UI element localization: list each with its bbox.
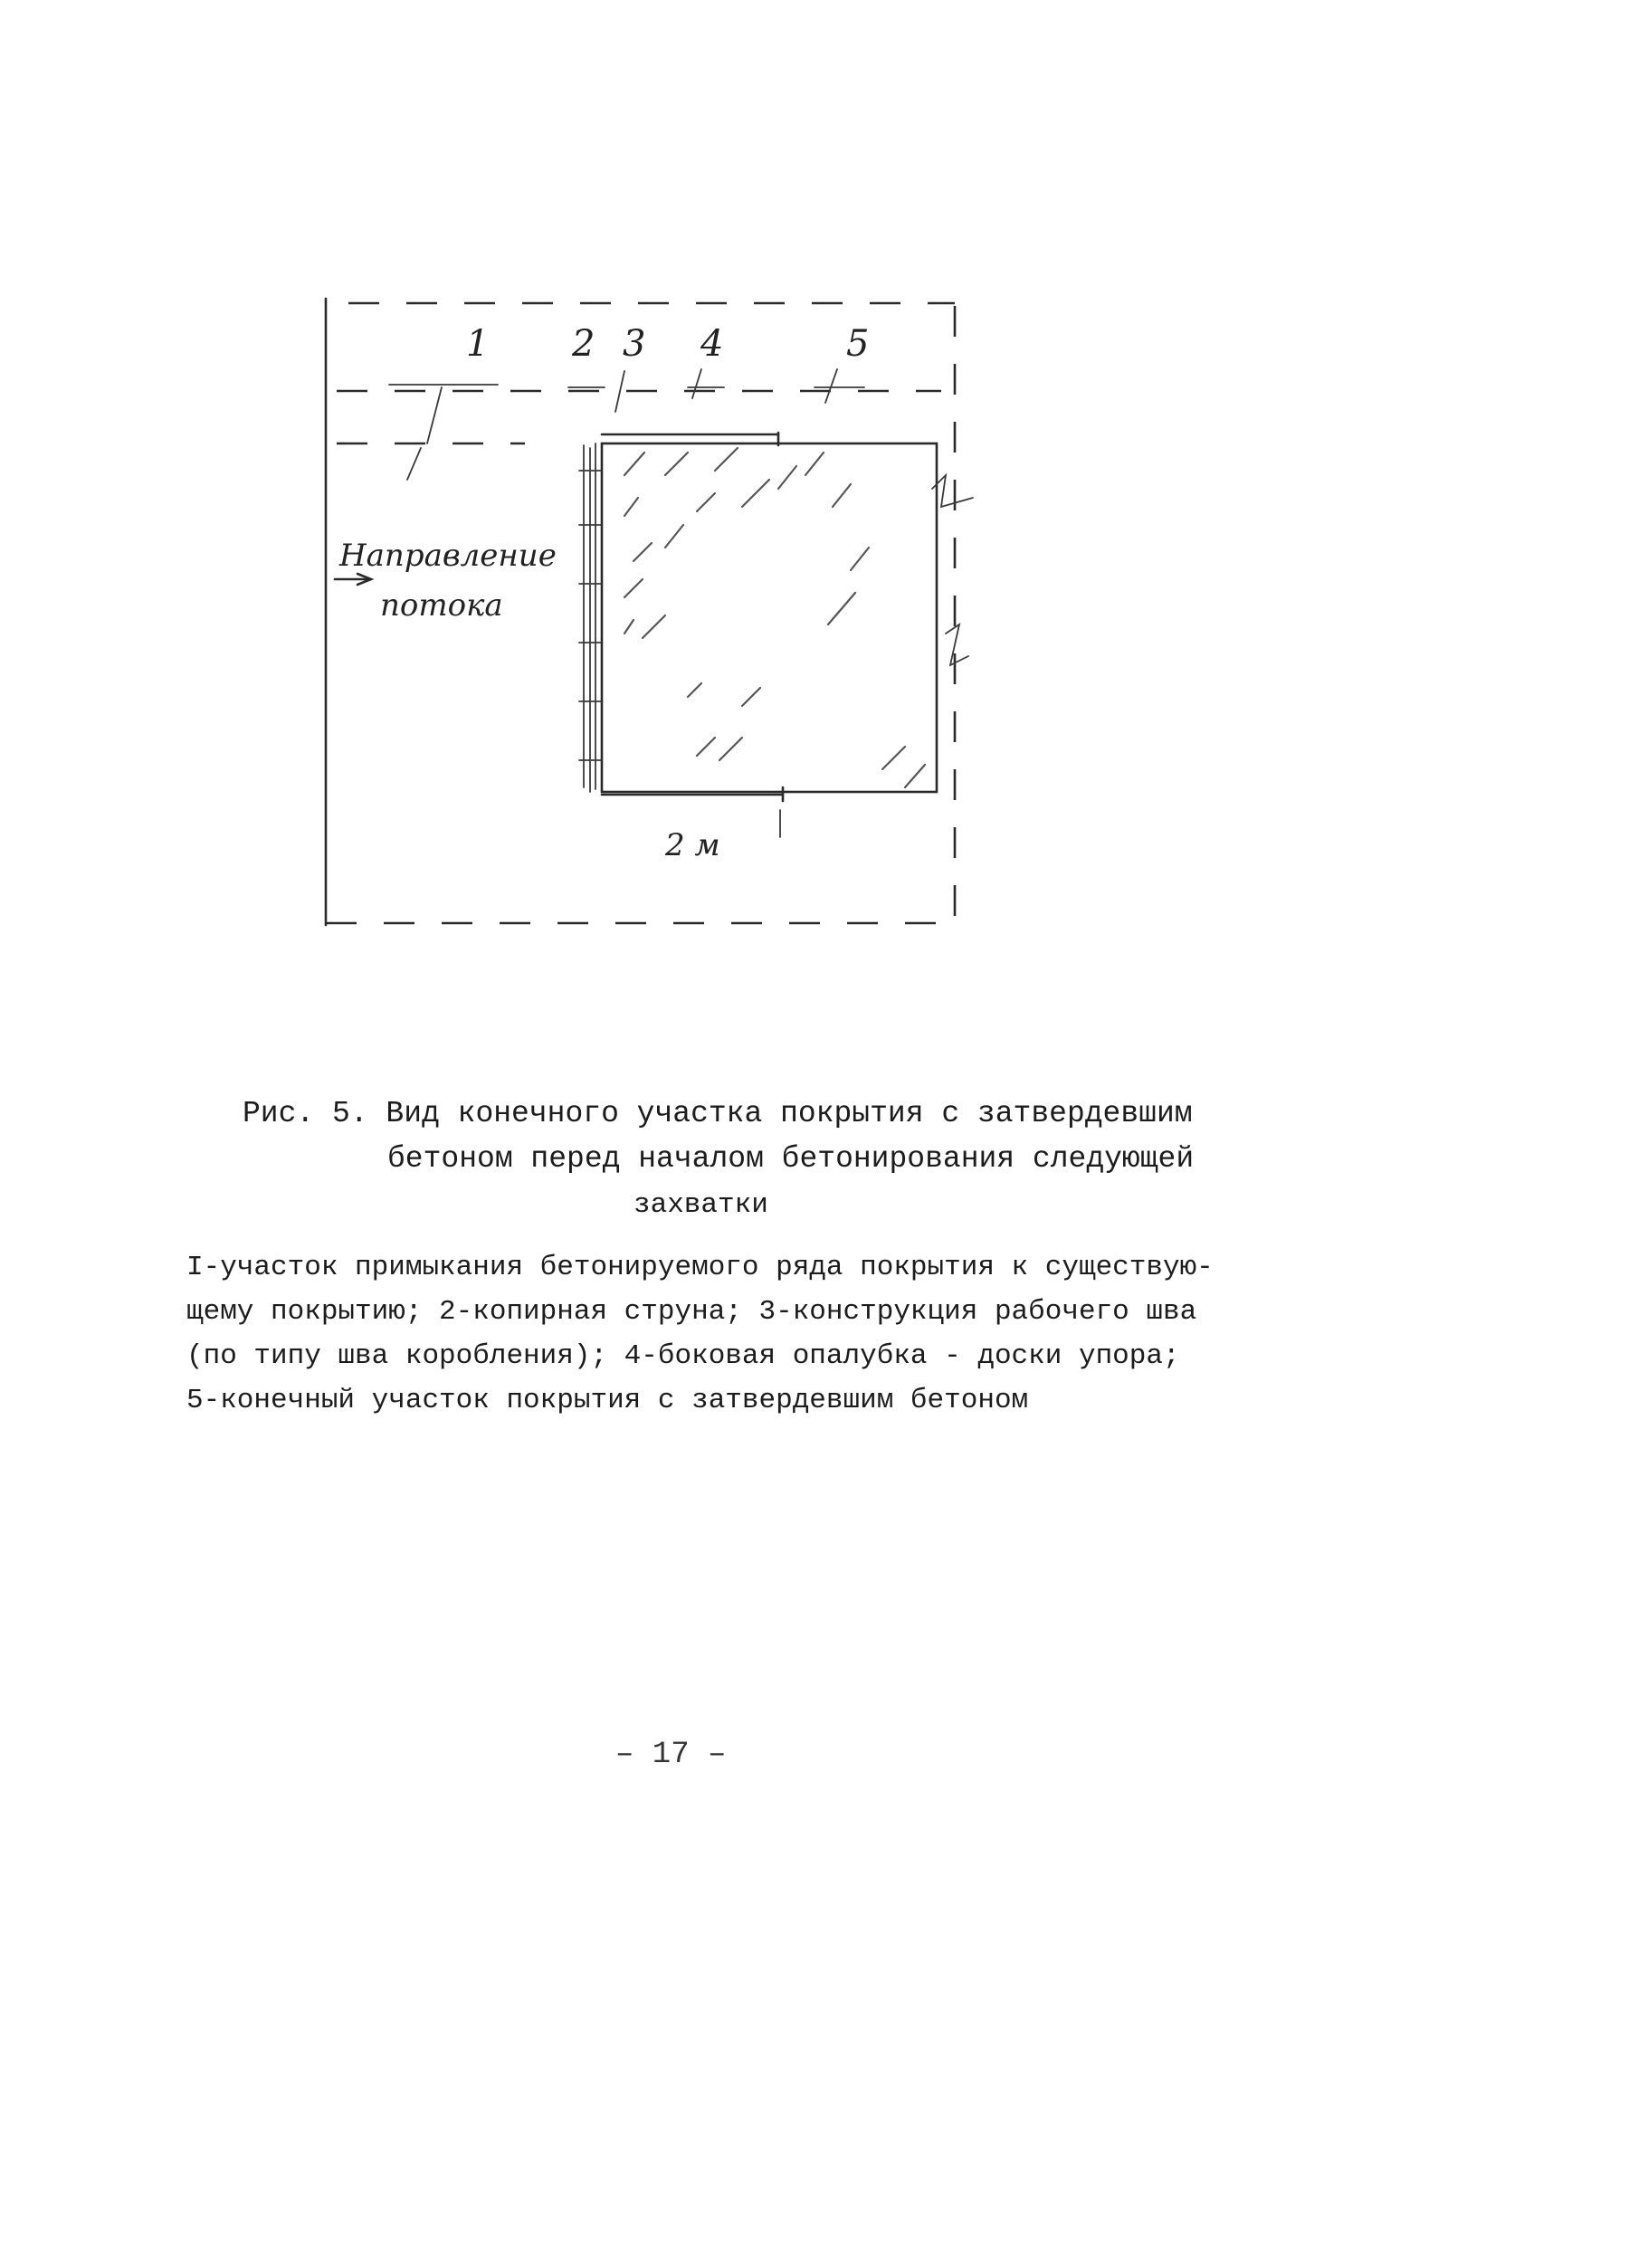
hatching <box>624 448 925 787</box>
label-5: 5 <box>846 323 870 365</box>
flow-label-line2: потока <box>380 587 503 624</box>
label-2: 2 <box>572 323 595 365</box>
legend-line: щему покрытию; 2-копирная струна; 3-конструкция рабочего шва <box>186 1296 1197 1328</box>
label-3: 3 <box>623 323 646 365</box>
label-1: 1 <box>466 323 490 365</box>
label-4: 4 <box>700 323 724 365</box>
caption-line-2: бетоном перед началом бетонирования следующей <box>387 1142 1195 1176</box>
flow-arrow <box>335 574 371 585</box>
legend-line: I-участок примыкания бетонируемого ряда покрытия к существую- <box>186 1252 1214 1283</box>
hardened-section <box>579 433 937 801</box>
caption-line-3: захватки <box>634 1189 768 1221</box>
caption-line-1: Рис. 5. Вид конечного участка покрытия с затвердевшим <box>243 1097 1193 1130</box>
flow-label-line1: Направление <box>339 538 557 574</box>
page-number: – 17 – <box>615 1738 727 1772</box>
figure-legend <box>186 1245 1309 1423</box>
legend-line: (по типу шва коробления); 4-боковая опалубка - доски упора; <box>186 1340 1180 1372</box>
label-leaders <box>389 369 864 480</box>
dimension-label: 2 м <box>665 827 720 863</box>
break-marks <box>932 475 973 665</box>
legend-line: 5-конечный участок покрытия с затвердевшим бетоном <box>186 1385 1029 1416</box>
